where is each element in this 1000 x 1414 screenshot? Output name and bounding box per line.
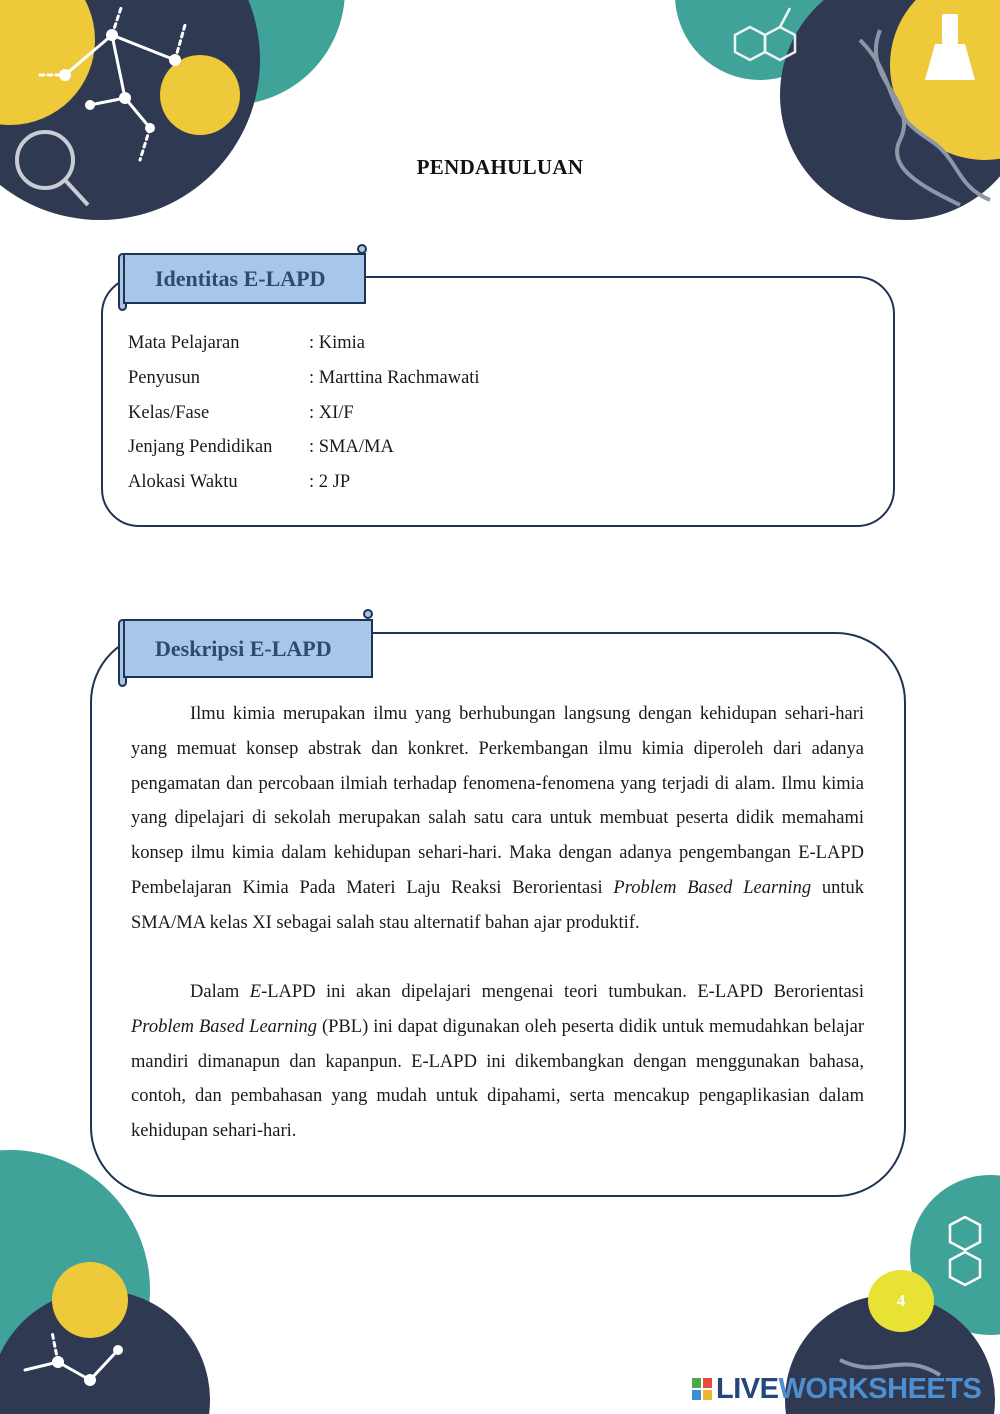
identitas-value: : Marttina Rachmawati: [309, 368, 480, 388]
top-right-decoration: [675, 0, 1000, 220]
paragraph-text: -LAPD ini akan dipelajari mengenai teori tumbukan. E-LAPD Berorientasi: [261, 982, 864, 1002]
identitas-row: [128, 365, 480, 391]
identitas-label: Jenjang Pendidikan: [128, 437, 273, 457]
identitas-value: : Kimia: [309, 333, 366, 353]
top-left-decoration: [0, 0, 345, 220]
identitas-row: [128, 400, 354, 426]
paragraph-text: Dalam: [190, 982, 250, 1002]
identitas-value: : SMA/MA: [309, 437, 394, 457]
deskripsi-paragraph-2: [131, 975, 864, 1149]
identitas-label: Mata Pelajaran: [128, 333, 240, 353]
paragraph-text: untuk SMA/MA kelas XI sebagai salah stau alternatif bahan ajar produktif.: [131, 877, 865, 933]
identitas-row: [128, 330, 365, 356]
deskripsi-paragraph-1: [131, 697, 864, 941]
paragraph-text: Ilmu kimia merupakan ilmu yang berhubungan langsung dengan kehidupan sehari-hari yang memuat konsep abstrak dan konkret. Perkembangan ilmu kimia diperoleh dari adanya pengamatan dan percobaan ilmiah terhadap fenomena-fenomena yang terjadi di alam. Ilmu kimia yang dipelajari di sekolah merupakan salah satu cara untuk membuat peserta didik memahami konsep ilmu kimia dalam kehidupan sehari-hari. Maka dengan adanya pengembangan E-LAPD Pembelajaran Kimia Pada Materi Laju Reaksi Berorientasi: [131, 704, 864, 898]
paragraph-text: (PBL) ini dapat digunakan oleh peserta didik untuk memudahkan belajar mandiri dimanapun dan kapanpun. E-LAPD ini dikembangkan dengan menggunakan bahasa, contoh, dan pembahasan yang mudah untuk dipahami, serta mencakup pengaplikasian dalam kehidupan sehari-hari.: [131, 1016, 864, 1142]
liveworksheets-logo-icon: [692, 1378, 712, 1400]
identitas-value: : XI/F: [309, 403, 354, 423]
identitas-value: : 2 JP: [309, 472, 351, 492]
paragraph-emphasis: E: [249, 982, 262, 1002]
identitas-row: [128, 469, 350, 495]
identitas-label: Alokasi Waktu: [128, 472, 238, 492]
identitas-label: Kelas/Fase: [128, 403, 210, 423]
watermark-live: LIVE: [716, 1372, 779, 1405]
page-number-badge: 4: [868, 1270, 934, 1332]
watermark-worksheets: WORKSHEETS: [778, 1372, 982, 1405]
paragraph-emphasis: Problem Based Learning: [131, 1016, 318, 1037]
page-title: PENDAHULUAN: [416, 155, 584, 179]
identitas-row: [128, 434, 394, 460]
identitas-heading: Identitas E-LAPD: [123, 253, 366, 304]
deskripsi-heading: Deskripsi E-LAPD: [123, 619, 373, 678]
banner-scroll-right: [363, 609, 373, 619]
liveworksheets-watermark: [692, 1373, 981, 1405]
paragraph-emphasis: Problem Based Learning: [613, 877, 812, 898]
identitas-label: Penyusun: [128, 368, 200, 388]
